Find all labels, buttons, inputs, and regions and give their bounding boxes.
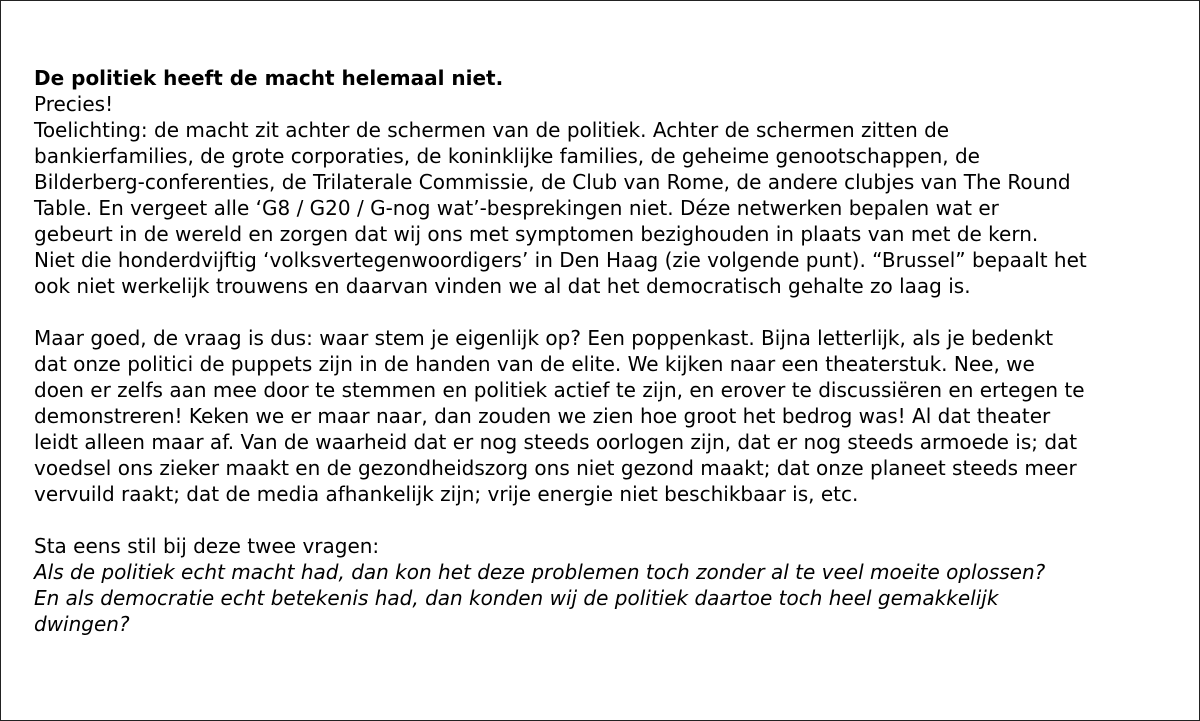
paragraph-explanation (34, 117, 1184, 299)
paragraph-line: Niet die honderdvijftig ‘volksvertegenwoordigers’ in Den Haag (zie volgende punt). “Brussel” bepaalt het (34, 248, 1087, 272)
paragraph-line: Toelichting: de macht zit achter de schermen van de politiek. Achter de schermen zitten de (34, 118, 950, 142)
answer-text: Precies! (34, 92, 114, 116)
paragraph-line: dat onze politici de puppets zijn in de handen van de elite. We kijken naar een theaterstuk. Nee, we (34, 352, 1035, 376)
question-line: En als democratie echt betekenis had, dan konden wij de politiek daartoe toch heel gemakkelijk (34, 586, 999, 610)
question-line: dwingen? (34, 612, 130, 636)
paragraph-line: Table. En vergeet alle ‘G8 / G20 / G-nog wat’-besprekingen niet. Déze netwerken bepalen wat er (34, 196, 999, 220)
paragraph-line: gebeurt in de wereld en zorgen dat wij ons met symptomen bezighouden in plaats van met de kern. (34, 222, 1039, 246)
paragraph-spacer (34, 299, 1184, 325)
paragraph-line: Bilderberg-conferenties, de Trilaterale Commissie, de Club van Rome, de andere clubjes van The Round (34, 170, 1071, 194)
paragraph-line: vervuild raakt; dat de media afhankelijk zijn; vrije energie niet beschikbaar is, etc. (34, 482, 859, 506)
question-line: Als de politiek echt macht had, dan kon het deze problemen toch zonder al te veel moeite oplossen? (34, 560, 1046, 584)
paragraph-puppet-show (34, 325, 1184, 507)
paragraph-line: bankierfamilies, de grote corporaties, de koninklijke families, de geheime genootschappen, de (34, 144, 980, 168)
questions-block (34, 559, 1184, 637)
paragraph-spacer (34, 507, 1184, 533)
paragraph-line: doen er zelfs aan mee door te stemmen en politiek actief te zijn, en erover te discussiëren en ertegen te (34, 378, 1085, 402)
document-body (34, 65, 1184, 637)
paragraph-line: demonstreren! Keken we er maar naar, dan zouden we zien hoe groot het bedrog was! Al dat theater (34, 404, 1051, 428)
document-heading: De politiek heeft de macht helemaal niet. (34, 66, 504, 90)
paragraph-line: voedsel ons zieker maakt en de gezondheidszorg ons niet gezond maakt; dat onze planeet steeds meer (34, 456, 1077, 480)
paragraph-line: ook niet werkelijk trouwens en daarvan vinden we al dat het democratisch gehalte zo laag is. (34, 274, 971, 298)
paragraph-line: Maar goed, de vraag is dus: waar stem je eigenlijk op? Een poppenkast. Bijna letterlijk, als je bedenkt (34, 326, 1054, 350)
questions-prompt: Sta eens stil bij deze twee vragen: (34, 534, 380, 558)
paragraph-line: leidt alleen maar af. Van de waarheid dat er nog steeds oorlogen zijn, dat er nog steeds armoede is; dat (34, 430, 1078, 454)
